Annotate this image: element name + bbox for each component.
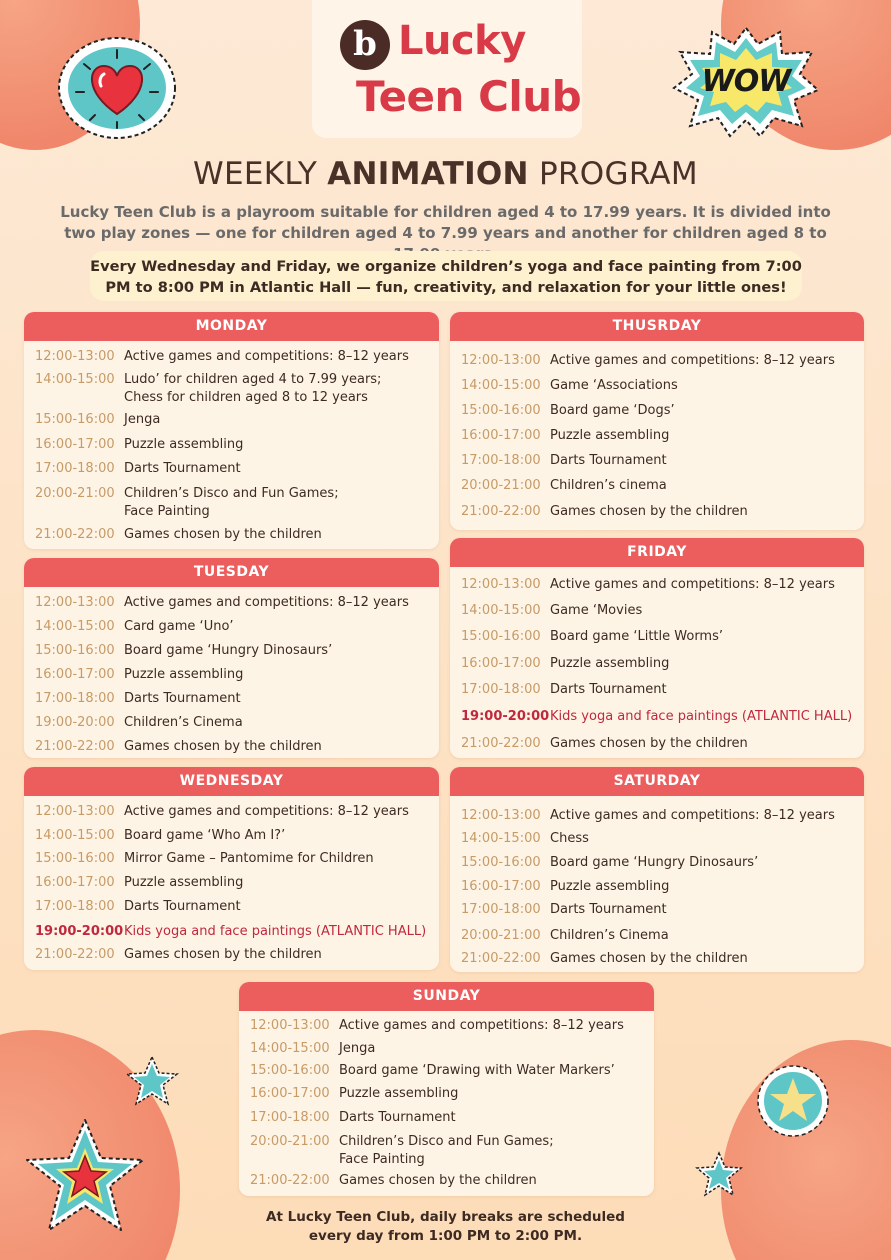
activity-line: Active games and competitions: 8–12 years	[550, 577, 835, 592]
day-header-wednesday: WEDNESDAY	[24, 767, 439, 796]
time-slot: 14:00-15:00	[461, 378, 541, 393]
time-slot: 12:00-13:00	[35, 804, 115, 819]
time-slot: 12:00-13:00	[250, 1018, 330, 1033]
activity	[124, 946, 433, 964]
activity-line: Jenga	[339, 1041, 376, 1056]
activity-line: Active games and competitions: 8–12 years	[124, 595, 409, 610]
activity	[339, 1040, 648, 1058]
activity	[124, 874, 433, 892]
footer-line-1: At Lucky Teen Club, daily breaks are scheduled	[266, 1209, 625, 1225]
activity	[550, 807, 858, 825]
time-slot: 17:00-18:00	[461, 682, 541, 697]
day-card-monday	[24, 312, 439, 549]
activity	[550, 927, 858, 945]
intro-text: Lucky Teen Club is a playroom suitable for children aged 4 to 17.99 years. It is divided into two play zones — one for children aged 4 to 7.99 years and another for children aged 8 to	[60, 203, 831, 242]
time-slot: 17:00-18:00	[461, 902, 541, 917]
time-slot: 21:00-22:00	[250, 1173, 330, 1188]
activity-line: Games chosen by the children	[550, 504, 748, 519]
time-slot: 19:00-20:00	[35, 715, 115, 730]
activity	[124, 827, 433, 845]
activity-line: Games chosen by the children	[124, 739, 322, 754]
day-header-friday: FRIDAY	[450, 538, 864, 567]
activity-line: Mirror Game – Pantomime for Children	[124, 851, 374, 866]
activity-line: Puzzle assembling	[124, 875, 244, 890]
activity-line: Games chosen by the children	[550, 951, 748, 966]
time-slot: 16:00-17:00	[461, 656, 541, 671]
activity	[124, 436, 433, 454]
activity	[550, 427, 858, 445]
activity-line: Games chosen by the children	[124, 527, 322, 542]
time-slot: 17:00-18:00	[35, 461, 115, 476]
activity-line: Active games and competitions: 8–12 years	[550, 353, 835, 368]
time-slot: 20:00-21:00	[461, 478, 541, 493]
day-header-sunday: SUNDAY	[239, 982, 654, 1011]
activity	[339, 1085, 648, 1103]
time-slot: 15:00-16:00	[35, 643, 115, 658]
activity	[124, 714, 433, 732]
activity	[124, 923, 433, 941]
time-slot: 12:00-13:00	[461, 353, 541, 368]
activity-line: Puzzle assembling	[124, 437, 244, 452]
activity	[550, 655, 858, 673]
activity	[550, 950, 858, 968]
activity	[339, 1133, 648, 1169]
activity-line: Game ‘Movies	[550, 603, 643, 618]
activity	[550, 628, 858, 646]
activity	[124, 850, 433, 868]
activity	[550, 503, 858, 521]
time-slot: 14:00-15:00	[35, 619, 115, 634]
activity-line: Face Painting	[124, 504, 210, 519]
time-slot: 16:00-17:00	[461, 428, 541, 443]
activity-line: Puzzle assembling	[124, 667, 244, 682]
activity-line: Game ‘Associations	[550, 378, 678, 393]
day-card-thursday	[450, 312, 864, 530]
time-slot: 12:00-13:00	[461, 577, 541, 592]
activity-line: Kids yoga and face paintings (ATLANTIC HALL)	[550, 709, 853, 724]
time-slot: 16:00-17:00	[35, 875, 115, 890]
activity-line: Children’s cinema	[550, 478, 667, 493]
activity-line: Puzzle assembling	[550, 656, 670, 671]
activity-line: Chess	[550, 831, 589, 846]
activity	[339, 1062, 648, 1080]
time-slot: 12:00-13:00	[35, 349, 115, 364]
activity-line: Children’s Cinema	[124, 715, 243, 730]
activity-line: Darts Tournament	[550, 682, 667, 697]
day-header-monday: MONDAY	[24, 312, 439, 341]
day-header-thursday: THUSRDAY	[450, 312, 864, 341]
activity-line: Board game ‘Drawing with Water Markers’	[339, 1063, 615, 1078]
activity-line: Puzzle assembling	[550, 428, 670, 443]
day-card-saturday	[450, 767, 864, 972]
time-slot: 15:00-16:00	[35, 851, 115, 866]
activity-line: Board game ‘Hungry Dinosaurs’	[124, 643, 333, 658]
brand-name-line2: Teen Club	[356, 72, 582, 121]
activity	[550, 681, 858, 699]
time-slot: 21:00-22:00	[461, 736, 541, 751]
activity	[550, 708, 858, 726]
heart-sticker-icon	[54, 32, 180, 144]
page-title: WEEKLY ANIMATION PROGRAM	[193, 156, 698, 192]
activity-line: Jenga	[124, 412, 161, 427]
activity	[550, 735, 858, 753]
footer-note	[0, 1208, 891, 1246]
activity-line: Games chosen by the children	[550, 736, 748, 751]
time-slot: 21:00-22:00	[461, 951, 541, 966]
small-star-icon	[124, 1054, 180, 1108]
activity	[550, 477, 858, 495]
time-slot: 17:00-18:00	[250, 1110, 330, 1125]
activity	[124, 666, 433, 684]
activity	[550, 377, 858, 395]
activity	[124, 411, 433, 429]
activity	[550, 901, 858, 919]
activity	[124, 348, 433, 366]
activity	[124, 460, 433, 478]
day-card-tuesday	[24, 558, 439, 758]
time-slot: 14:00-15:00	[461, 831, 541, 846]
activity	[339, 1172, 648, 1190]
activity-line: Children’s Cinema	[550, 928, 669, 943]
time-slot: 14:00-15:00	[35, 372, 115, 387]
activity	[550, 878, 858, 896]
activity	[550, 402, 858, 420]
activity	[339, 1109, 648, 1127]
activity-line: Face Painting	[339, 1152, 425, 1167]
activity-line: Active games and competitions: 8–12 years	[550, 808, 835, 823]
star-badge-icon	[756, 1064, 830, 1138]
activity	[124, 618, 433, 636]
time-slot: 17:00-18:00	[35, 899, 115, 914]
time-slot: 21:00-22:00	[35, 527, 115, 542]
small-star-icon	[694, 1150, 744, 1200]
activity	[124, 526, 433, 544]
activity-line: Puzzle assembling	[339, 1086, 459, 1101]
activity	[550, 352, 858, 370]
activity-line: Darts Tournament	[550, 902, 667, 917]
activity	[124, 738, 433, 756]
time-slot: 15:00-16:00	[461, 855, 541, 870]
activity-line: Children’s Disco and Fun Games;	[339, 1134, 554, 1149]
time-slot: 16:00-17:00	[461, 879, 541, 894]
time-slot: 14:00-15:00	[461, 603, 541, 618]
activity-line: Board game ‘Little Worms’	[550, 629, 724, 644]
activity	[124, 371, 433, 407]
time-slot: 16:00-17:00	[35, 437, 115, 452]
logo	[312, 0, 582, 138]
activity-line: Chess for children aged 8 to 12 years	[124, 390, 368, 405]
activity-line: Kids yoga and face paintings (ATLANTIC HALL)	[124, 924, 427, 939]
activity	[124, 642, 433, 660]
time-slot: 21:00-22:00	[35, 739, 115, 754]
time-slot: 17:00-18:00	[461, 453, 541, 468]
time-slot: 20:00-21:00	[461, 928, 541, 943]
time-slot: 14:00-15:00	[35, 828, 115, 843]
activity	[124, 690, 433, 708]
footer-line-2: every day from 1:00 PM to 2:00 PM.	[308, 1228, 583, 1244]
day-header-saturday: SATURDAY	[450, 767, 864, 796]
yoga-highlight-banner: Every Wednesday and Friday, we organize children’s yoga and face painting from 7:00 PM to 8:00 PM in Atlantic Hall — fun, creativity, and relaxation for your little ones!	[90, 251, 802, 301]
activity	[124, 594, 433, 612]
time-slot: 16:00-17:00	[250, 1086, 330, 1101]
time-slot: 14:00-15:00	[250, 1041, 330, 1056]
activity-line: Board game ‘Hungry Dinosaurs’	[550, 855, 759, 870]
activity-line: Card game ‘Uno’	[124, 619, 234, 634]
activity	[550, 830, 858, 848]
time-slot: 15:00-16:00	[250, 1063, 330, 1078]
activity-line: Darts Tournament	[124, 691, 241, 706]
day-card-sunday	[239, 982, 654, 1196]
activity-line: Darts Tournament	[124, 461, 241, 476]
time-slot: 21:00-22:00	[461, 504, 541, 519]
activity	[550, 854, 858, 872]
time-slot: 21:00-22:00	[35, 947, 115, 962]
wow-text: WOW	[701, 64, 791, 99]
activity-line: Darts Tournament	[124, 899, 241, 914]
day-card-friday	[450, 538, 864, 758]
time-slot: 20:00-21:00	[250, 1134, 330, 1149]
activity-line: Puzzle assembling	[550, 879, 670, 894]
brand-name-line1: Lucky	[398, 18, 526, 64]
time-slot: 17:00-18:00	[35, 691, 115, 706]
activity-line: Active games and competitions: 8–12 years	[124, 804, 409, 819]
activity	[550, 452, 858, 470]
activity	[550, 602, 858, 620]
time-slot: 15:00-16:00	[461, 403, 541, 418]
activity-line: Board game ‘Dogs’	[550, 403, 675, 418]
day-card-wednesday	[24, 767, 439, 970]
activity	[124, 898, 433, 916]
activity-line: Ludo’ for children aged 4 to 7.99 years;	[124, 372, 382, 387]
activity-line: Games chosen by the children	[124, 947, 322, 962]
time-slot: 19:00-20:00	[461, 709, 550, 724]
time-slot: 12:00-13:00	[461, 808, 541, 823]
time-slot: 15:00-16:00	[461, 629, 541, 644]
time-slot: 15:00-16:00	[35, 412, 115, 427]
activity-line: Darts Tournament	[550, 453, 667, 468]
activity	[550, 576, 858, 594]
activity-line: Active games and competitions: 8–12 years	[124, 349, 409, 364]
day-header-tuesday: TUESDAY	[24, 558, 439, 587]
activity-line: Active games and competitions: 8–12 years	[339, 1018, 624, 1033]
activity	[339, 1017, 648, 1035]
activity-line: Games chosen by the children	[339, 1173, 537, 1188]
time-slot: 20:00-21:00	[35, 486, 115, 501]
activity-line: Children’s Disco and Fun Games;	[124, 486, 339, 501]
wow-sticker-icon	[672, 26, 820, 138]
activity-line: Board game ‘Who Am I?’	[124, 828, 286, 843]
time-slot: 12:00-13:00	[35, 595, 115, 610]
activity	[124, 485, 433, 521]
activity-line: Darts Tournament	[339, 1110, 456, 1125]
logo-mark-icon: b	[340, 20, 390, 70]
time-slot: 19:00-20:00	[35, 924, 124, 939]
time-slot: 16:00-17:00	[35, 667, 115, 682]
activity	[124, 803, 433, 821]
